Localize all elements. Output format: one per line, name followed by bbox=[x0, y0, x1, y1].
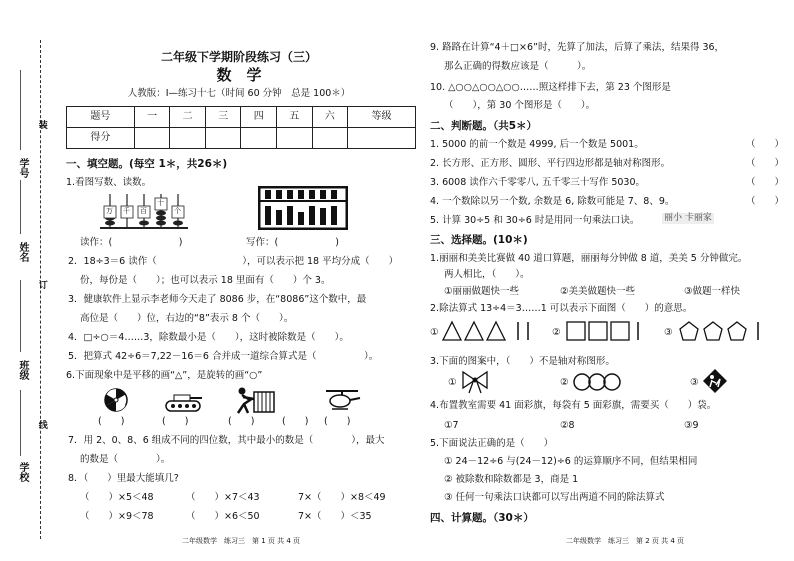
q8-item[interactable]: （ ）×5＜48 bbox=[80, 492, 154, 503]
name-field[interactable] bbox=[20, 180, 21, 234]
class-field[interactable] bbox=[20, 280, 21, 352]
tank-picture bbox=[164, 392, 204, 412]
question-2-cont: 份，每份是（ ）；也可以表示 18 里面有（ ）个 3。 bbox=[80, 275, 331, 286]
page-footer: 二年级数学 练习三 第 1 页 共 4 页 bbox=[182, 536, 301, 545]
choice-option-number[interactable]: ③ bbox=[690, 377, 699, 388]
score-input[interactable] bbox=[241, 128, 277, 149]
choice-1: 1.丽丽和美美比赛做 40 道口算题，丽丽每分钟做 8 道，美美 5 分钟做完。 bbox=[430, 253, 748, 264]
score-input[interactable] bbox=[205, 128, 241, 149]
score-cell: 三 bbox=[205, 107, 241, 128]
judge-answer[interactable]: （ ） bbox=[745, 177, 784, 188]
stamp-overlay: 丽小 卡丽家 bbox=[664, 213, 712, 223]
choice-option[interactable]: ②8 bbox=[560, 420, 575, 431]
section-title: 二、判断题。（共5＊） bbox=[430, 120, 538, 132]
school-field[interactable] bbox=[20, 390, 21, 456]
binding-mark: 订 bbox=[36, 280, 47, 289]
question-7: 7．用 2、0、8、6 组成不同的四位数，其中最小的数是（ ），最大 bbox=[68, 435, 385, 446]
score-cell: 五 bbox=[276, 107, 312, 128]
choice-option[interactable]: ②美美做题快一些 bbox=[560, 286, 636, 297]
subject-title: 数 学 bbox=[216, 66, 262, 84]
choice-1-cont: 两人相比，（ ）。 bbox=[444, 269, 530, 280]
choice-2: 2.除法算式 13÷4＝3……1 可以表示下面图（ ）的意思。 bbox=[430, 303, 693, 314]
q8-item[interactable]: 7×（ ）＜35 bbox=[298, 511, 372, 522]
left-page bbox=[60, 0, 418, 561]
choice-option-number[interactable]: ② bbox=[560, 377, 569, 388]
choice-option-number[interactable]: ③ bbox=[664, 327, 673, 338]
section-title: 三、选择题。(10＊) bbox=[430, 234, 528, 246]
question-7-cont: 的数是（ ）。 bbox=[80, 454, 171, 465]
abacus-label: 千 bbox=[123, 207, 130, 215]
section-title: 一、填空题。(每空 1＊，共26＊) bbox=[66, 158, 228, 170]
judge-item: 2. 长方形、正方形、圆形、平行四边形都是轴对称图形。 bbox=[430, 158, 671, 169]
abacus-label: 百 bbox=[140, 207, 147, 215]
question-6: 6.下面现象中是平移的画“△”，是旋转的画“○” bbox=[66, 370, 263, 381]
judge-answer[interactable]: （ ） bbox=[745, 158, 784, 169]
score-input[interactable] bbox=[170, 128, 206, 149]
abacus-label: 万 bbox=[106, 207, 113, 215]
choice-option-number[interactable]: ① bbox=[448, 377, 457, 388]
squares-figure bbox=[566, 320, 654, 342]
judge-item: 5. 计算 30÷5 和 30÷6 时是用同一句乘法口诀。 bbox=[430, 215, 640, 226]
choice-option[interactable]: ③做题一样快 bbox=[684, 286, 741, 297]
score-table bbox=[66, 106, 416, 149]
abacus-frame-picture bbox=[258, 186, 348, 230]
choice-option-number[interactable]: ① bbox=[430, 327, 439, 338]
question-4: 4．□÷○＝4……3，除数最小是（ ），这时被除数是（ ）。 bbox=[68, 332, 349, 343]
score-cell: 六 bbox=[312, 107, 348, 128]
judge-item: 1. 5000 的前一个数是 4999, 后一个数是 5001。 bbox=[430, 139, 644, 150]
triangles-figure bbox=[442, 320, 542, 342]
helicopter-picture bbox=[322, 388, 362, 412]
person-pushing-box-picture bbox=[234, 386, 278, 414]
bow-figure bbox=[460, 370, 490, 394]
score-row bbox=[67, 128, 416, 149]
judge-item: 4. 一个数除以另一个数, 余数是 6, 除数可能是 7、8、9。 bbox=[430, 196, 675, 207]
binding-mark: 线 bbox=[36, 420, 47, 429]
q6-answer[interactable]: ( ) bbox=[162, 416, 189, 427]
choice-option[interactable]: ①7 bbox=[444, 420, 459, 431]
q8-item[interactable]: （ ）×9＜78 bbox=[80, 511, 154, 522]
q1-write-answer[interactable]: 写作：( ) bbox=[246, 237, 339, 248]
question-9-cont: 那么正确的得数应该是（ ）。 bbox=[444, 61, 592, 72]
q8-item[interactable]: 7×（ ）×8＜49 bbox=[298, 492, 386, 503]
question-5: 5．把算式 42÷6＝7,22－16＝6 合并成一道综合算式是（ ）。 bbox=[68, 351, 379, 362]
question-2: 2．18÷3＝6 读作（ ），可以表示把 18 平均分成（ ） bbox=[68, 256, 399, 267]
choice-option[interactable]: ① 24－12÷6 与(24－12)÷6 的运算顺序不同，但结果相同 bbox=[444, 456, 698, 467]
q6-answer[interactable]: ( ) bbox=[282, 416, 309, 427]
name-label: 姓名 bbox=[17, 242, 28, 262]
score-cell: 二 bbox=[170, 107, 206, 128]
binding-mark: 装 bbox=[36, 120, 47, 129]
exam-info: 人教版：Ⅰ—练习十七（时间 60 分钟 总是 100＊） bbox=[127, 88, 351, 99]
judge-item: 3. 6008 读作六千零零八, 五千零三十写作 5030。 bbox=[430, 177, 646, 188]
score-input[interactable] bbox=[276, 128, 312, 149]
question-3-cont: 高位是（ ）位，右边的“8”表示 8 个（ ）。 bbox=[80, 313, 294, 324]
cut-line bbox=[40, 40, 41, 539]
section-title: 四、计算题。（30＊） bbox=[430, 512, 534, 524]
choice-option[interactable]: ①丽丽做题快一些 bbox=[444, 286, 520, 297]
class-label: 班级 bbox=[17, 360, 28, 380]
score-cell: 题号 bbox=[67, 107, 135, 128]
q1-read-answer[interactable]: 读作：( ) bbox=[80, 237, 183, 248]
judge-answer[interactable]: （ ） bbox=[745, 196, 784, 207]
choice-5: 5.下面说法正确的是（ ） bbox=[430, 438, 554, 449]
q8-item[interactable]: （ ）×7＜43 bbox=[186, 492, 260, 503]
choice-option[interactable]: ③9 bbox=[684, 420, 699, 431]
right-page bbox=[428, 0, 788, 561]
q6-answer[interactable]: ( ) bbox=[324, 416, 351, 427]
q6-answer[interactable]: ( ) bbox=[228, 416, 255, 427]
abacus-label: 十 bbox=[157, 199, 164, 207]
choice-option[interactable]: ③ 任何一句乘法口诀都可以写出两道不同的除法算式 bbox=[444, 492, 665, 503]
score-cell: 等级 bbox=[348, 107, 416, 128]
choice-option-number[interactable]: ② bbox=[552, 327, 561, 338]
id-label: 学号 bbox=[17, 158, 28, 178]
binding-margin bbox=[0, 0, 58, 561]
judge-answer[interactable]: （ ） bbox=[745, 139, 784, 150]
id-field[interactable] bbox=[20, 70, 21, 150]
question-9: 9. 路路在计算“4＋□×6”时，先算了加法，后算了乘法，结果得 36， bbox=[430, 42, 725, 53]
pentagons-figure bbox=[678, 320, 768, 342]
score-input[interactable] bbox=[312, 128, 348, 149]
q8-item[interactable]: （ ）×6＜50 bbox=[186, 511, 260, 522]
question-10-cont: （ ），第 30 个图形是（ ）。 bbox=[444, 100, 596, 111]
fan-picture bbox=[104, 388, 128, 412]
question-3: 3．健康软件上显示李老师今天走了 8086 步，在“8086”这个数中，最 bbox=[68, 294, 367, 305]
q6-answer[interactable]: ( ) bbox=[98, 416, 125, 427]
score-cell: 四 bbox=[241, 107, 277, 128]
sign-figure bbox=[702, 368, 728, 394]
choice-3: 3.下面的图案中，（ ）不是轴对称图形。 bbox=[430, 356, 615, 367]
score-input[interactable] bbox=[134, 128, 170, 149]
abacus-picture bbox=[96, 190, 192, 232]
abacus-label: 个 bbox=[174, 207, 181, 215]
question-10: 10. △○○△○○△○○……照这样排下去，第 23 个图形是 bbox=[430, 82, 671, 93]
choice-option[interactable]: ② 被除数和除数都是 3，商是 1 bbox=[444, 474, 579, 485]
choice-4: 4.布置教室需要 41 面彩旗，每袋有 5 面彩旗，需要买（ ）袋。 bbox=[430, 400, 717, 411]
school-label: 学校 bbox=[17, 462, 28, 482]
score-cell: 一 bbox=[134, 107, 170, 128]
question-1: 1.看图写数、读数。 bbox=[66, 177, 152, 188]
score-header-row bbox=[67, 107, 416, 128]
page-footer: 二年级数学 练习三 第 2 页 共 4 页 bbox=[566, 536, 685, 545]
rings-figure bbox=[572, 372, 622, 392]
score-input[interactable] bbox=[348, 128, 416, 149]
question-8: 8．（ ）里最大能填几? bbox=[68, 473, 179, 484]
score-cell: 得分 bbox=[67, 128, 135, 149]
exam-title: 二年级下学期阶段练习（三） bbox=[160, 50, 317, 64]
